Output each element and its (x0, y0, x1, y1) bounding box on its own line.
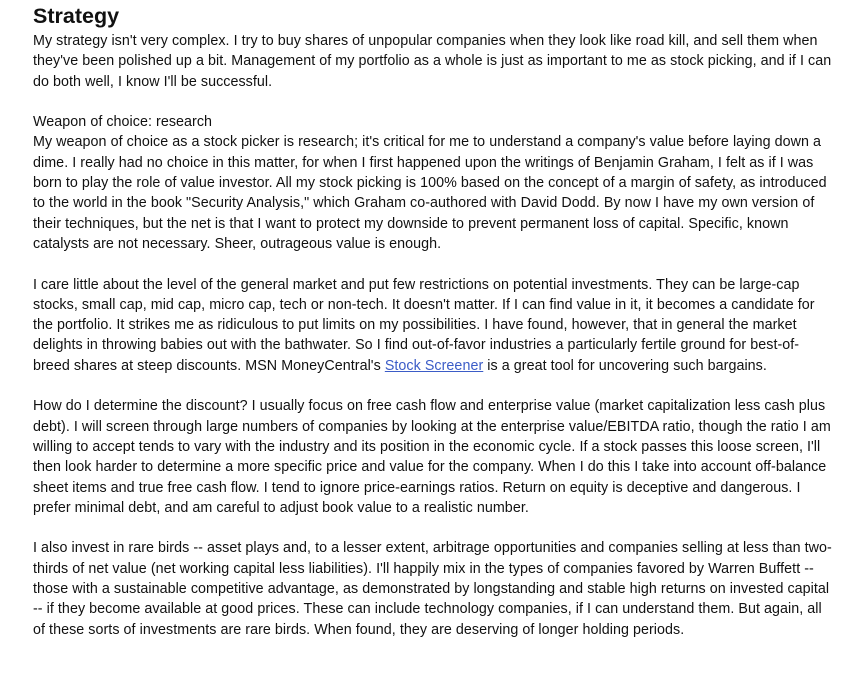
intro-paragraph: My strategy isn't very complex. I try to buy shares of unpopular companies when they look like road kill, and sell them when they've been polished up a bit. Management of my portfolio as a whole is just as important to me as stock picking, and if I can do both well, I know I'll be successful. (33, 33, 832, 90)
paragraph-spacer (33, 92, 833, 112)
discount-paragraph: How do I determine the discount? I usually focus on free cash flow and enterprise value (market capitalization less cash plus debt). I will screen through large numbers of companies by looking at the enterprise value/EBITDA ratio, though the ratio I am willing to accept tends to vary with the industry and its position in the economic cycle. If a stock passes this loose screen, I'll then look harder to determine a more specific price and value for the company. When I do this I take into account off-balance sheet items and true free cash flow. I tend to ignore price-earnings ratios. Return on equity is deceptive and dangerous. I prefer minimal debt, and am careful to adjust book value to a realistic number. (33, 398, 831, 516)
market-paragraph (33, 275, 833, 376)
rare-birds-paragraph: I also invest in rare birds -- asset plays and, to a lesser extent, arbitrage opportunities and companies selling at less than two-thirds of net value (net working capital less liabilities). I'll happily mix in the types of companies favored by Warren Buffett -- those with a sustainable competitive advantage, as demonstrated by longstanding and stable high returns on invested capital -- if they become available at good prices. These can include technology companies, if I can understand them. But again, all of these sorts of investments are rare birds. When found, they are deserving of longer holding periods. (33, 540, 832, 638)
document-body (33, 4, 833, 640)
paragraph-spacer (33, 376, 833, 396)
paragraph-spacer (33, 518, 833, 538)
market-paragraph-text-end: is a great tool for uncovering such bargains. (483, 357, 767, 374)
section-heading: Weapon of choice: research (33, 114, 213, 131)
stock-screener-link[interactable]: Stock Screener (384, 357, 484, 374)
research-paragraph: My weapon of choice as a stock picker is research; it's critical for me to understand a company's value before laying down a dime. I really had no choice in this matter, for when I first happened upon the writings of Benjamin Graham, I felt as if I was born to play the role of value investor. All my stock picking is 100% based on the concept of a margin of safety, as introduced to the world in the book "Security Analysis," which Graham co-authored with David Dodd. By now I have my own version of their techniques, but the net is that I want to protect my downside to prevent permanent loss of capital. Specific, known catalysts are not necessary. Sheer, outrageous value is enough. (33, 134, 827, 252)
market-paragraph-text: I care little about the level of the general market and put few restrictions on potential investments. They can be large-cap stocks, small cap, mid cap, micro cap, tech or non-tech. It doesn't matter. If I can find value in it, it becomes a candidate for the portfolio. It strikes me as ridiculous to put limits on my possibilities. I have found, however, that in general the market delights in throwing babies out with the bathwater. So I find out-of-favor industries a particularly fertile ground for best-of-breed shares at steep discounts. MSN MoneyCentral's (33, 276, 815, 374)
page-title: Strategy (33, 4, 120, 28)
paragraph-spacer (33, 254, 833, 274)
